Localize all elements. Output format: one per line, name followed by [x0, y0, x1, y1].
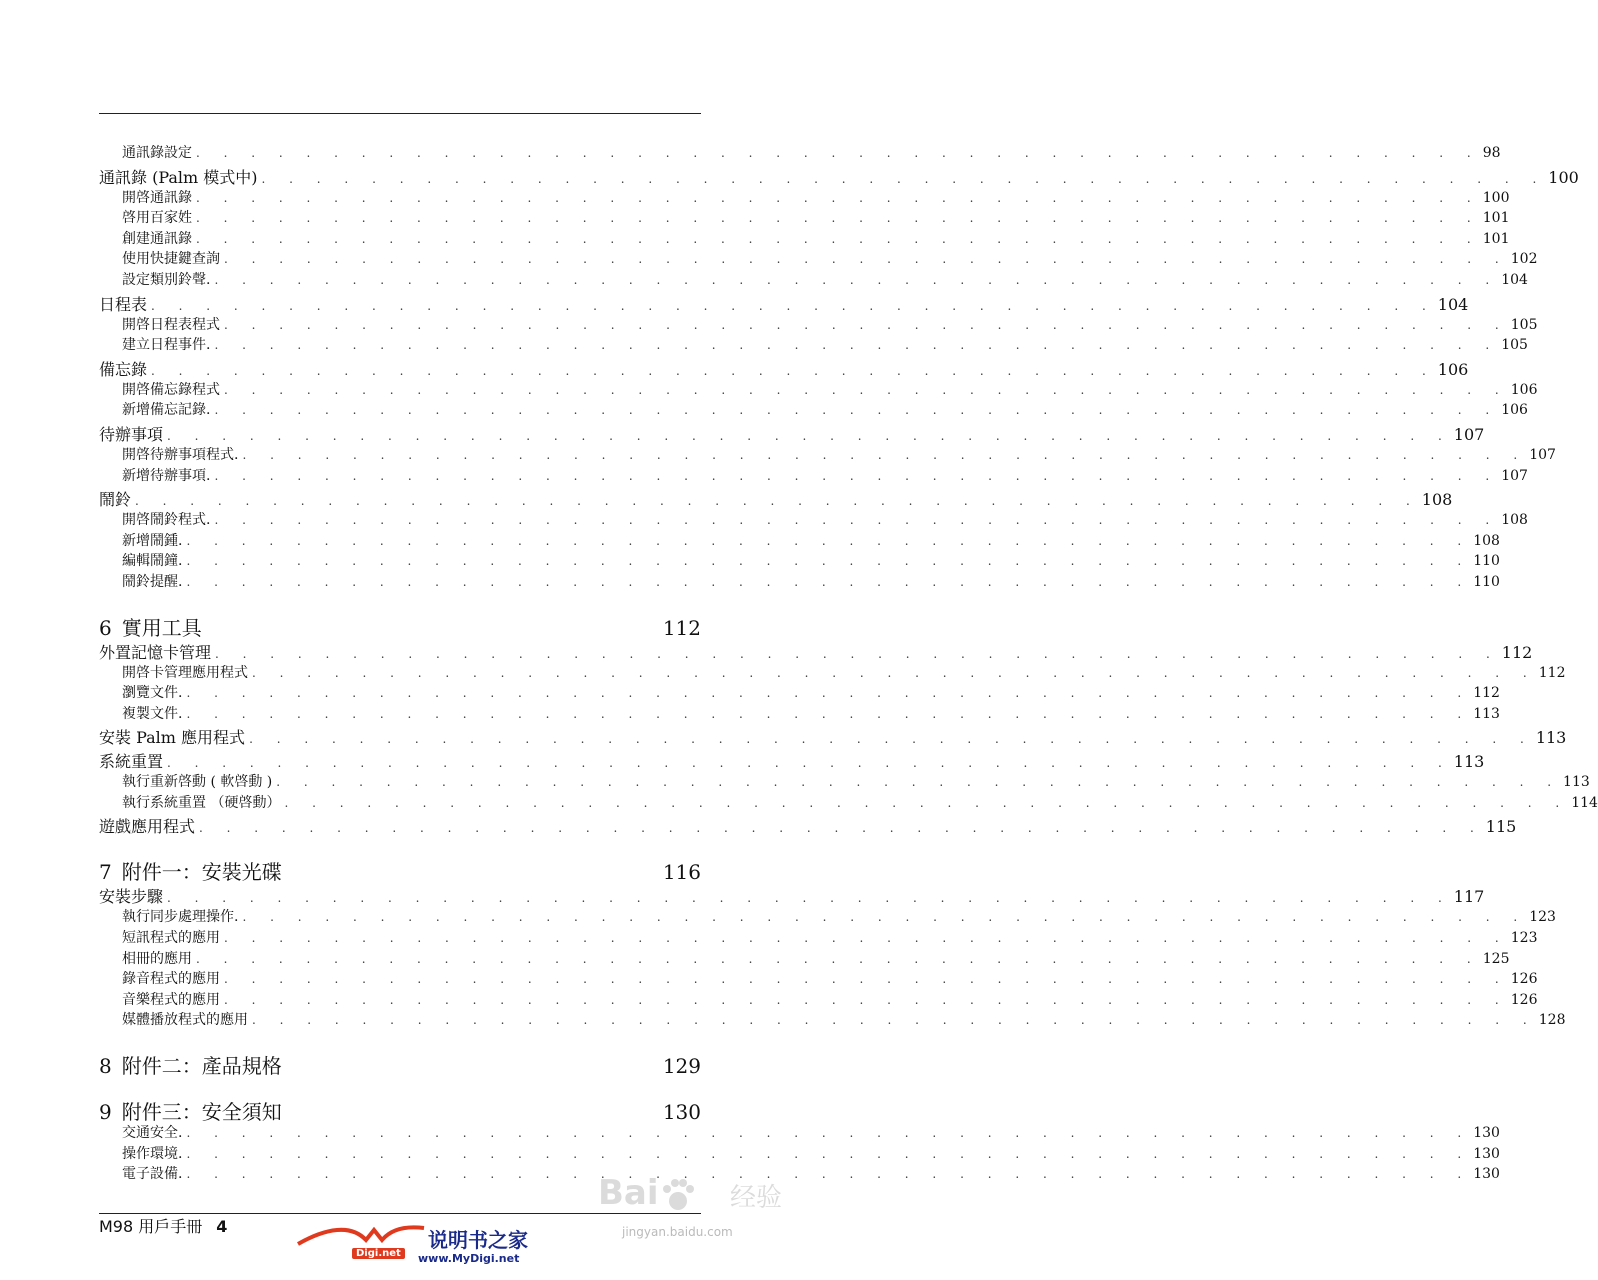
- manual-title: M98 用戶手冊: [99, 1217, 203, 1236]
- watermark-url: jingyan.baidu.com: [622, 1225, 733, 1239]
- dot-leader: . . . . . . . . . . . . . . . . . . . . . . . . . . . . . . . . . . . . . . . . . . . . . . .: [215, 646, 1500, 661]
- entry-page: 105: [1510, 316, 1538, 333]
- dot-leader: . . . . . . . . . . . . . . . . . . . . . . . . . . . . . . . . . . . . . . . . . . . . . . .: [186, 686, 1472, 701]
- toc-subsection[interactable]: [99, 968, 1538, 989]
- toc-subsection[interactable]: [99, 948, 1510, 969]
- entry-title: 短訊程式的應用: [122, 930, 220, 947]
- toc-section[interactable]: [99, 749, 1485, 772]
- entry-title: 新增待辦事項.: [122, 467, 211, 484]
- dot-leader: . . . . . . . . . . . . . . . . . . . . . . . . . . . . . . . . . . . . . . . . . . . . . . .: [196, 190, 1481, 205]
- dot-leader: . . . . . . . . . . . . . . . . . . . . . . . . . . . . . . . . . . . . . . . . . . . . . . .: [252, 665, 1537, 680]
- toc-subsection[interactable]: [99, 228, 1510, 249]
- chapter-number: 8: [99, 1054, 112, 1079]
- entry-title: 安裝步驟: [99, 887, 164, 907]
- toc-section[interactable]: [99, 292, 1469, 314]
- dot-leader: . . . . . . . . . . . . . . . . . . . . . . . . . . . . . . . . . . . . . . . . . . . . . . .: [186, 574, 1472, 589]
- entry-title: 音樂程式的應用: [122, 991, 220, 1008]
- entry-title: 開啓通訊錄: [122, 189, 192, 206]
- watermark-text: Bai: [598, 1173, 659, 1213]
- toc-subsection[interactable]: [99, 379, 1538, 400]
- dot-leader: . . . . . . . . . . . . . . . . . . . . . . . . . . . . . . . . . . . . . . . . . . . . . . .: [167, 428, 1452, 443]
- chapter-page: 116: [662, 860, 701, 885]
- toc-section[interactable]: [99, 165, 1579, 187]
- entry-page: 125: [1482, 950, 1510, 967]
- entry-title: 建立日程事件.: [122, 337, 211, 354]
- toc-section[interactable]: [99, 640, 1533, 662]
- toc-subsection[interactable]: [99, 248, 1538, 269]
- toc-subsection[interactable]: [99, 399, 1528, 420]
- baidu-watermark: [598, 1165, 798, 1225]
- entry-page: 130: [1473, 1166, 1500, 1183]
- dot-leader: . . . . . . . . . . . . . . . . . . . . . . . . . . . . . . . . . . . . . . . . . . . . . . .: [214, 338, 1500, 353]
- entry-page: 126: [1510, 991, 1538, 1008]
- chapter-page: 129: [662, 1054, 701, 1079]
- entry-page: 113: [1453, 752, 1485, 772]
- dot-leader: . . . . . . . . . . . . . . . . . . . . . . . . . . . . . . . . . . . . . . . . . . . . . . .: [276, 775, 1562, 790]
- toc-subsection[interactable]: [99, 334, 1528, 355]
- entry-title: 日程表: [99, 294, 148, 314]
- toc-subsection[interactable]: [99, 662, 1566, 683]
- chapter-heading[interactable]: [99, 1096, 701, 1125]
- entry-title: 開啓卡管理應用程式: [122, 664, 248, 681]
- entry-page: 112: [1501, 642, 1533, 662]
- entry-page: 106: [1510, 381, 1538, 398]
- entry-title: 電子設備.: [122, 1166, 183, 1183]
- entry-page: 104: [1437, 294, 1469, 314]
- entry-title: 瀏覽文件.: [122, 685, 183, 702]
- toc-subsection[interactable]: [99, 509, 1528, 530]
- entry-title: 操作環境.: [122, 1145, 183, 1162]
- dot-leader: . . . . . . . . . . . . . . . . . . . . . . . . . . . . . . . . . . . . . . . . . . . . . . .: [186, 533, 1472, 548]
- entry-title: 錄音程式的應用: [122, 971, 220, 988]
- dot-leader: . . . . . . . . . . . . . . . . . . . . . . . . . . . . . . . . . . . . . . . . . . . . . . .: [242, 447, 1528, 462]
- entry-title: 遊戲應用程式: [99, 817, 196, 837]
- dot-leader: . . . . . . . . . . . . . . . . . . . . . . . . . . . . . . . . . . . . . . . . . . . . . . .: [214, 513, 1500, 528]
- toc-subsection[interactable]: [99, 142, 1501, 163]
- toc-subsection[interactable]: [99, 792, 1598, 813]
- toc-subsection[interactable]: [99, 1009, 1566, 1030]
- entry-page: 107: [1453, 424, 1485, 444]
- dot-leader: . . . . . . . . . . . . . . . . . . . . . . . . . . . . . . . . . . . . . . . . . . . . . . .: [186, 706, 1472, 721]
- toc-subsection[interactable]: [99, 187, 1510, 208]
- entry-title: 創建通訊錄: [122, 230, 192, 247]
- entry-title: 新增備忘記錄.: [122, 402, 211, 419]
- toc-subsection[interactable]: [99, 207, 1510, 228]
- dot-leader: . . . . . . . . . . . . . . . . . . . . . . . . . . . . . . . . . . . . . . . . . . . . . . .: [224, 992, 1509, 1007]
- entry-page: 113: [1473, 705, 1500, 722]
- toc-subsection[interactable]: [99, 465, 1528, 486]
- entry-title: 開啓鬧鈴程式.: [122, 512, 211, 529]
- entry-page: 100: [1548, 167, 1579, 187]
- dot-leader: . . . . . . . . . . . . . . . . . . . . . . . . . . . . . . . . . . . . . . . . . . . . . . .: [151, 363, 1436, 378]
- toc-subsection[interactable]: [99, 989, 1538, 1010]
- entry-page: 101: [1482, 210, 1510, 227]
- dot-leader: . . . . . . . . . . . . . . . . . . . . . . . . . . . . . . . . . . . . . . . . . . . . . . .: [151, 298, 1436, 313]
- entry-title: 使用快捷鍵查詢: [122, 251, 220, 268]
- entry-title: 通訊錄設定: [122, 145, 192, 161]
- toc-section[interactable]: [99, 725, 1567, 748]
- chapter-number: 6: [99, 615, 112, 640]
- chapter-title: 附件三：安全須知: [121, 1100, 282, 1125]
- watermark-text-cn: 经验: [730, 1183, 783, 1213]
- entry-title: 執行重新啓動 ( 軟啓動 ): [122, 774, 273, 791]
- entry-title: 安裝 Palm 應用程式: [99, 728, 246, 748]
- entry-title: 新增鬧鍾.: [122, 532, 183, 549]
- entry-page: 108: [1421, 490, 1453, 510]
- top-rule: [99, 113, 701, 114]
- entry-page: 114: [1571, 794, 1598, 811]
- chapter-title: 附件一：安裝光碟: [121, 860, 282, 885]
- toc-subsection[interactable]: [99, 1122, 1500, 1143]
- entry-page: 113: [1563, 774, 1590, 791]
- entry-title: 開啓待辦事項程式.: [122, 446, 239, 463]
- toc-section[interactable]: [99, 487, 1453, 510]
- entry-page: 130: [1473, 1145, 1500, 1162]
- dot-leader: . . . . . . . . . . . . . . . . . . . . . . . . . . . . . . . . . . . . . . . . . . . . . . .: [186, 1126, 1472, 1141]
- entry-page: 115: [1485, 817, 1517, 837]
- entry-page: 100: [1482, 189, 1510, 206]
- entry-title: 媒體播放程式的應用: [122, 1012, 248, 1029]
- entry-title: 備忘錄: [99, 359, 148, 379]
- entry-title: 鬧鈴提醒.: [122, 573, 183, 590]
- brand-name: 说明书之家: [428, 1228, 528, 1252]
- entry-title: 開啓備忘錄程式: [122, 381, 220, 398]
- page-number: 4: [216, 1217, 228, 1236]
- entry-title: 啓用百家姓: [122, 210, 192, 227]
- entry-page: 113: [1535, 728, 1567, 748]
- dot-leader: . . . . . . . . . . . . . . . . . . . . . . . . . . . . . . . . . . . . . . . . . . . . . . .: [186, 1167, 1472, 1182]
- toc-section[interactable]: [99, 884, 1485, 907]
- dot-leader: . . . . . . . . . . . . . . . . . . . . . . . . . . . . . . . . . . . . . . . . . . . . . . .: [224, 252, 1509, 267]
- dot-leader: . . . . . . . . . . . . . . . . . . . . . . . . . . . . . . . . . . . . . . . . . . . . . . .: [249, 732, 1534, 747]
- entry-page: 110: [1473, 573, 1500, 590]
- dot-leader: . . . . . . . . . . . . . . . . . . . . . . . . . . . . . . . . . . . . . . . . . . . . . . .: [135, 494, 1420, 509]
- chapter-title: 實用工具: [121, 615, 202, 640]
- entry-title: 外置記憶卡管理: [99, 642, 212, 662]
- toc-subsection[interactable]: [99, 550, 1500, 571]
- chapter-number: 9: [99, 1100, 112, 1125]
- dot-leader: . . . . . . . . . . . . . . . . . . . . . . . . . . . . . . . . . . . . . . . . . . . . . . .: [214, 272, 1500, 287]
- toc-section[interactable]: [99, 814, 1517, 837]
- dot-leader: . . . . . . . . . . . . . . . . . . . . . . . . . . . . . . . . . . . . . . . . . . . . . . .: [214, 403, 1500, 418]
- dot-leader: . . . . . . . . . . . . . . . . . . . . . . . . . . . . . . . . . . . . . . . . . . . . . . .: [224, 382, 1509, 397]
- dot-leader: . . . . . . . . . . . . . . . . . . . . . . . . . . . . . . . . . . . . . . . . . . . . . . .: [167, 891, 1452, 906]
- entry-page: 126: [1510, 971, 1538, 988]
- toc-subsection[interactable]: [99, 1143, 1500, 1164]
- entry-page: 102: [1510, 251, 1538, 268]
- toc-subsection[interactable]: [99, 314, 1538, 335]
- entry-page: 106: [1437, 359, 1469, 379]
- entry-page: 107: [1529, 446, 1556, 463]
- dot-leader: . . . . . . . . . . . . . . . . . . . . . . . . . . . . . . . . . . . . . . . . . . . . . . .: [167, 756, 1452, 771]
- toc-section[interactable]: [99, 422, 1485, 444]
- dot-leader: . . . . . . . . . . . . . . . . . . . . . . . . . . . . . . . . . . . . . . . . . . . . . . .: [196, 231, 1481, 246]
- brand-url[interactable]: www.MyDigi.net: [418, 1252, 520, 1265]
- dot-leader: . . . . . . . . . . . . . . . . . . . . . . . . . . . . . . . . . . . . . . . . . . . . . . .: [196, 951, 1481, 966]
- entry-page: 108: [1501, 512, 1528, 529]
- dot-leader: . . . . . . . . . . . . . . . . . . . . . . . . . . . . . . . . . . . . . . . . . . . . . . .: [199, 821, 1484, 836]
- entry-title: 編輯鬧鐘.: [122, 553, 183, 570]
- chapter-number: 7: [99, 860, 112, 885]
- dot-leader: . . . . . . . . . . . . . . . . . . . . . . . . . . . . . . . . . . . . . . . . . . . . . . .: [186, 1146, 1472, 1161]
- entry-title: 執行系統重置 （硬啓動）: [122, 794, 281, 811]
- footer: [99, 1214, 227, 1237]
- toc-subsection[interactable]: [99, 571, 1500, 592]
- dot-leader: . . . . . . . . . . . . . . . . . . . . . . . . . . . . . . . . . . . . . . . . . . . . . . .: [284, 795, 1570, 810]
- entry-page: 104: [1501, 271, 1528, 288]
- mydigi-logo[interactable]: [296, 1222, 546, 1272]
- dot-leader: . . . . . . . . . . . . . . . . . . . . . . . . . . . . . . . . . . . . . . . . . . . . . . .: [261, 171, 1547, 186]
- table-of-contents: [99, 142, 1598, 1184]
- entry-title: 設定類別鈴聲.: [122, 271, 211, 288]
- entry-title: 開啓日程表程式: [122, 316, 220, 333]
- toc-subsection[interactable]: [99, 682, 1500, 703]
- entry-page: 130: [1473, 1125, 1500, 1142]
- entry-page: 101: [1482, 230, 1510, 247]
- toc-subsection[interactable]: [99, 703, 1500, 724]
- toc-subsection[interactable]: [99, 269, 1528, 290]
- entry-page: 112: [1473, 685, 1500, 702]
- digi-badge: Digi.net: [352, 1248, 405, 1259]
- toc-subsection[interactable]: [99, 906, 1556, 927]
- entry-page: 107: [1501, 467, 1528, 484]
- entry-page: 123: [1510, 930, 1538, 947]
- entry-page: 123: [1529, 909, 1556, 926]
- dot-leader: . . . . . . . . . . . . . . . . . . . . . . . . . . . . . . . . . . . . . . . . . . . . . . .: [242, 910, 1528, 925]
- dot-leader: . . . . . . . . . . . . . . . . . . . . . . . . . . . . . . . . . . . . . . . . . . . . . . .: [196, 211, 1481, 226]
- chapter-page: 130: [662, 1100, 701, 1125]
- dot-leader: . . . . . . . . . . . . . . . . . . . . . . . . . . . . . . . . . . . . . . . . . . . . . . .: [214, 468, 1500, 483]
- chapter-page: 112: [662, 615, 701, 640]
- toc-subsection[interactable]: [99, 530, 1500, 551]
- entry-title: 複製文件.: [122, 705, 183, 722]
- chapter-heading[interactable]: [99, 856, 701, 885]
- entry-title: 通訊錄 (Palm 模式中): [99, 167, 258, 187]
- toc-subsection[interactable]: [99, 444, 1556, 465]
- entry-page: 128: [1538, 1012, 1566, 1029]
- entry-title: 系統重置: [99, 752, 164, 772]
- dot-leader: . . . . . . . . . . . . . . . . . . . . . . . . . . . . . . . . . . . . . . . . . . . . . . .: [186, 554, 1472, 569]
- dot-leader: . . . . . . . . . . . . . . . . . . . . . . . . . . . . . . . . . . . . . . . . . . . . . . .: [224, 317, 1509, 332]
- entry-page: 112: [1538, 664, 1566, 681]
- toc-subsection[interactable]: [99, 927, 1538, 948]
- entry-title: 交通安全.: [122, 1125, 183, 1142]
- entry-title: 執行同步處理操作.: [122, 909, 239, 926]
- entry-title: 鬧鈴: [99, 490, 132, 510]
- entry-page: 117: [1453, 887, 1485, 907]
- toc-subsection[interactable]: [99, 771, 1590, 792]
- entry-page: 106: [1501, 402, 1528, 419]
- dot-leader: . . . . . . . . . . . . . . . . . . . . . . . . . . . . . . . . . . . . . . . . . . . . . . .: [224, 931, 1509, 946]
- chapter-heading[interactable]: [99, 1050, 701, 1079]
- paw-icon: [658, 1175, 698, 1215]
- entry-page: 98: [1482, 145, 1501, 161]
- dot-leader: . . . . . . . . . . . . . . . . . . . . . . . . . . . . . . . . . . . . . . . . . . . . . . .: [224, 972, 1509, 987]
- entry-page: 108: [1473, 532, 1500, 549]
- entry-page: 110: [1473, 553, 1500, 570]
- chapter-heading[interactable]: [99, 612, 701, 638]
- toc-section[interactable]: [99, 357, 1469, 379]
- dot-leader: . . . . . . . . . . . . . . . . . . . . . . . . . . . . . . . . . . . . . . . . . . . . . . .: [252, 1013, 1537, 1028]
- entry-title: 待辦事項: [99, 424, 164, 444]
- entry-page: 105: [1501, 337, 1528, 354]
- entry-title: 相冊的應用: [122, 950, 192, 967]
- chapter-title: 附件二：產品規格: [121, 1054, 282, 1079]
- dot-leader: . . . . . . . . . . . . . . . . . . . . . . . . . . . . . . . . . . . . . . . . . . . . . . .: [196, 146, 1481, 160]
